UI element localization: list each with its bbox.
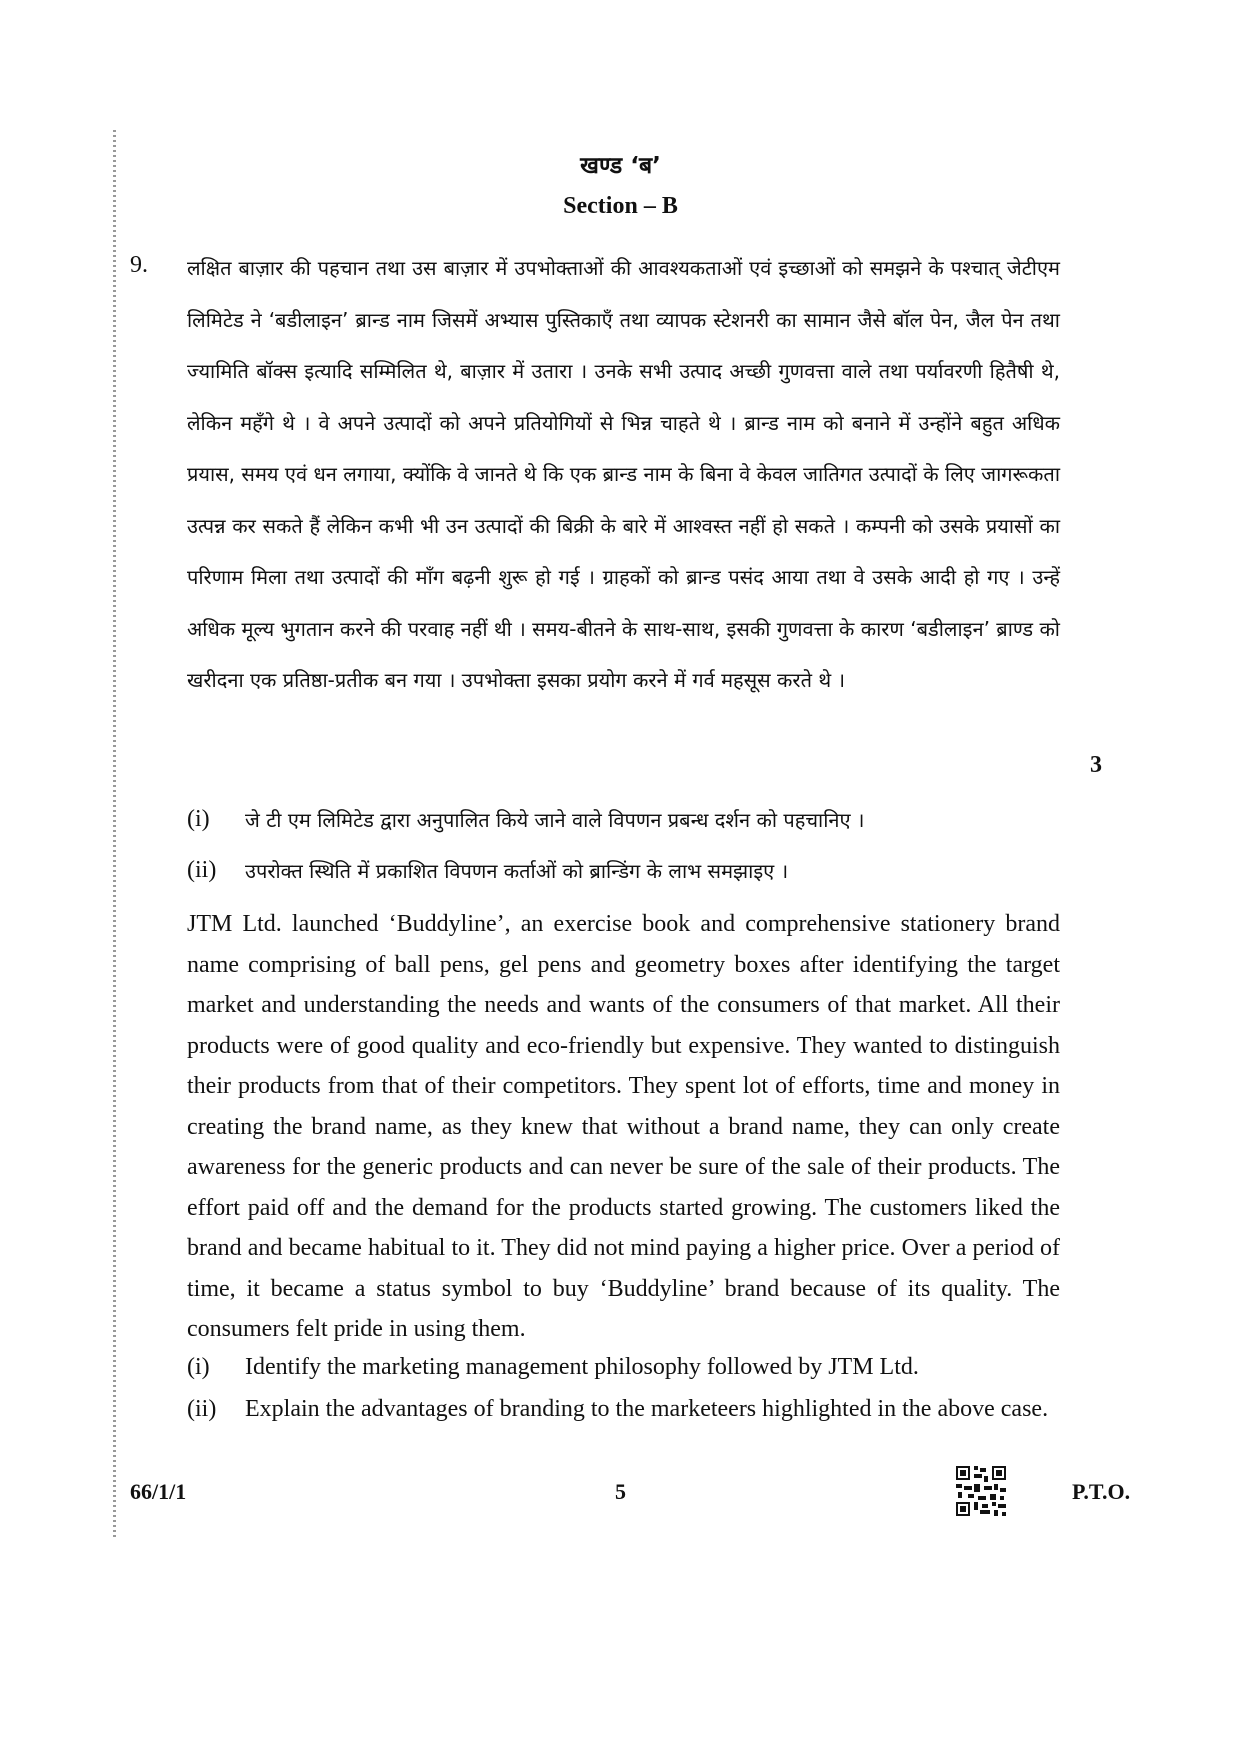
subquestion-text: Explain the advantages of branding to the marketeers highlighted in the above case.	[245, 1396, 1049, 1422]
question-text-english: JTM Ltd. launched ‘Buddyline’, an exercise book and comprehensive stationery brand name comprising of ball pens, gel pens and geometry boxes after identifying the target market and understanding the needs and wants of the consumers of that market. All their products were of good quality and eco-friendly but expensive. They wanted to distinguish their products from that of their competitors. They spent lot of efforts, time and money in creating the brand name, as they knew that without a brand name, they can only create awareness for the generic products and can never be sure of the sale of their products. The effort paid off and the demand for the products started growing. The customers liked the brand and became habitual to it. They did not mind paying a higher price. Over a period of time, it became a status symbol to buy ‘Buddyline’ brand because of its quality. The consumers felt pride in using them.	[187, 911, 1060, 1342]
subquestion-label: (i)	[187, 806, 210, 832]
question-text-hindi: लक्षित बाज़ार की पहचान तथा उस बाज़ार में उपभोक्ताओं की आवश्यकताओं एवं इच्छाओं को समझने के पश्चात् जेटीएम लिमिटेड ने ‘बडीलाइन’ ब्रान्ड नाम जिसमें अभ्यास पुस्तिकाएँ तथा व्यापक स्टेशनरी का सामान जैसे बॉल पेन, जैल पेन तथा ज्यामिति बॉक्स इत्यादि सम्मिलित थे, बाज़ार में उतारा । उनके सभी उत्पाद अच्छी गुणवत्ता वाले तथा पर्यावरणी हितैषी थे, लेकिन महँगे थे । वे अपने उत्पादों को अपने प्रतियोगियों से भिन्न चाहते थे । ब्रान्ड नाम को बनाने में उन्होंने बहुत अधिक प्रयास, समय एवं धन लगाया, क्योंकि वे जानते थे कि एक ब्रान्ड नाम के बिना वे केवल जातिगत उत्पादों के लिए जागरूकता उत्पन्न कर सकते हैं लेकिन कभी भी उन उत्पादों की बिक्री के बारे में आश्वस्त नहीं हो सकते । कम्पनी को उसके प्रयासों का परिणाम मिला तथा उत्पादों की माँग बढ़नी शुरू हो गई । ग्राहकों को ब्रान्ड पसंद आया तथा वे उसके आदी हो गए । उन्हें अधिक मूल्य भुगतान करने की परवाह नहीं थी । समय-बीतने के साथ-साथ, इसकी गुणवत्ता के कारण ‘बडीलाइन’ ब्राण्ड को खरीदना एक प्रतिष्ठा-प्रतीक बन गया । उपभोक्ता इसका प्रयोग करने में गर्व महसूस करते थे ।	[187, 256, 1060, 692]
subquestion-text: Identify the marketing management philosophy followed by JTM Ltd.	[245, 1354, 919, 1380]
pto-label: P.T.O.	[1072, 1479, 1131, 1504]
hindi-subquestion-i	[187, 806, 1067, 833]
margin-perforation-line	[113, 130, 116, 1540]
paper-code: 66/1/1	[130, 1479, 187, 1504]
hindi-subquestion-ii	[187, 857, 1067, 884]
section-title-english: Section – B	[563, 193, 678, 219]
subquestion-label: (ii)	[187, 1396, 217, 1422]
qr-code-icon	[956, 1466, 1006, 1516]
english-subquestion-i	[187, 1346, 1067, 1388]
subquestion-text: उपरोक्त स्थिति में प्रकाशित विपणन कर्ताओं को ब्रान्डिंग के लाभ समझाइए ।	[245, 859, 789, 883]
section-title-hindi: खण्ड ‘ब’	[580, 153, 661, 179]
english-subquestion-ii	[187, 1388, 1060, 1430]
page-number: 5	[615, 1479, 626, 1504]
subquestion-text: जे टी एम लिमिटेड द्वारा अनुपालित किये जाने वाले विपणन प्रबन्ध दर्शन को पहचानिए ।	[245, 808, 865, 832]
question-marks: 3	[1090, 752, 1102, 778]
question-number: 9.	[130, 252, 148, 278]
subquestion-label: (i)	[187, 1354, 210, 1380]
subquestion-label: (ii)	[187, 857, 217, 883]
